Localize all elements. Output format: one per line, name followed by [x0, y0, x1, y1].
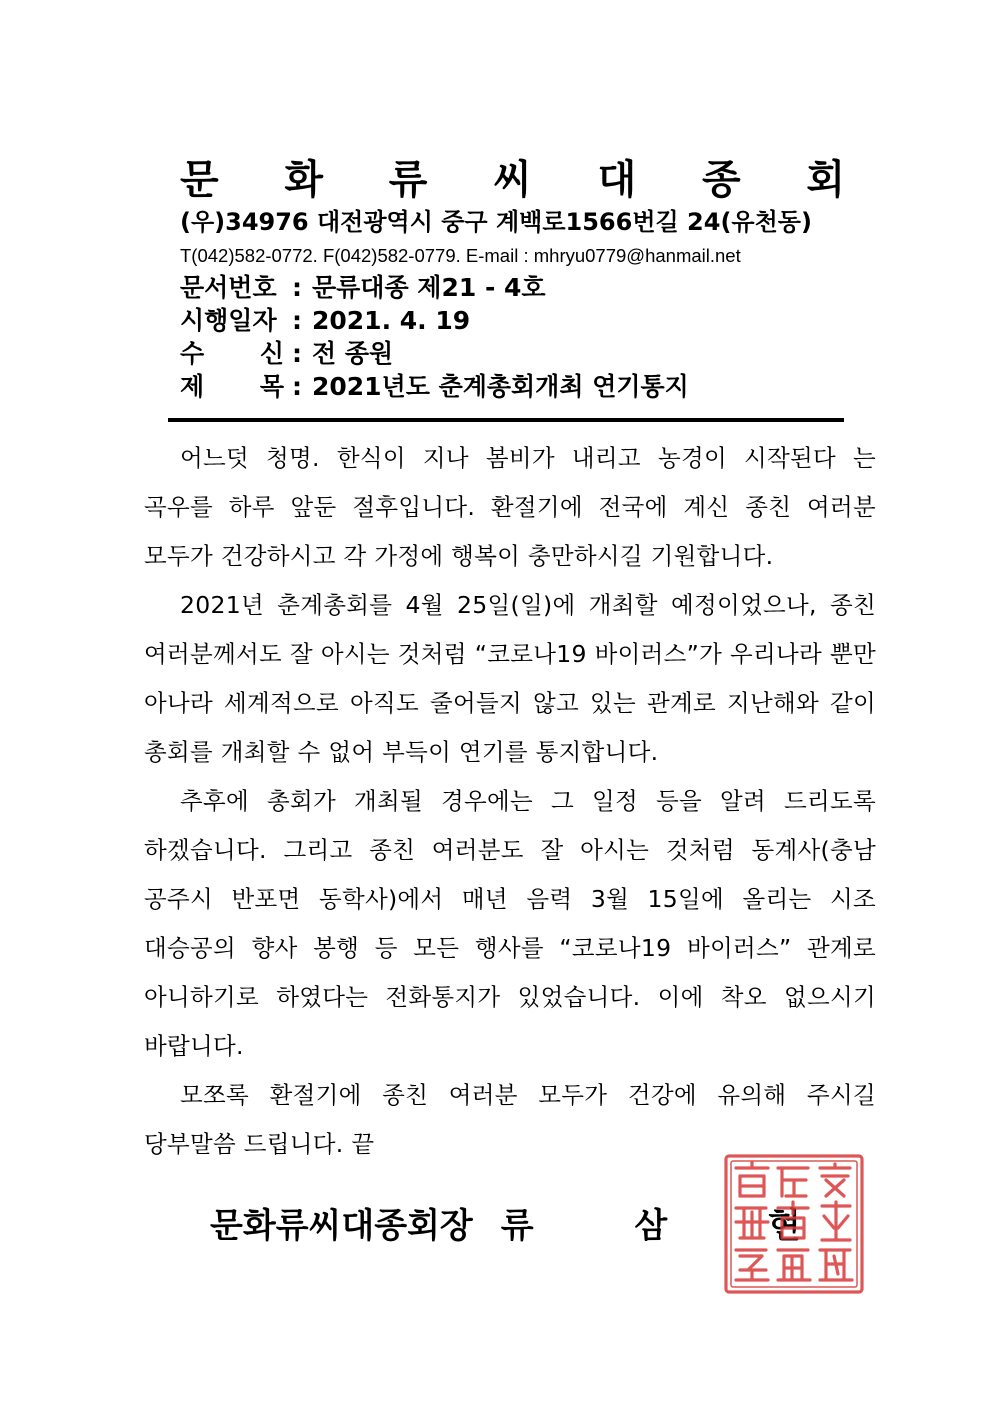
- org-title-char: 류: [388, 157, 428, 203]
- postal-address: (우)34976 대전광역시 중구 계백로1566번길 24(유천동): [180, 208, 812, 236]
- subject-value: 2021년도 춘계총회개최 연기통지: [312, 372, 689, 401]
- signature-block: [210, 1200, 801, 1252]
- issue-date-row: [180, 303, 470, 339]
- org-title-char: 회: [806, 157, 845, 203]
- recipient-value: 전 종원: [312, 339, 394, 368]
- recipient-row: [180, 336, 393, 372]
- issue-date-label: 시행일자: [180, 306, 277, 335]
- org-title-char: 화: [284, 157, 324, 203]
- subject-label-char: 제: [180, 372, 205, 401]
- org-title-char: 대: [597, 157, 637, 203]
- subject-label: [180, 369, 284, 405]
- letter-body: [144, 434, 876, 1169]
- body-paragraph-greeting: 어느덧 청명. 한식이 지나 봄비가 내리고 농경이 시작된다 는 곡우를 하루 앞둔 절후입니다. 환절기에 전국에 계신 종친 여러분 모두가 건강하시고 각 가정에 행복이 충만하시길 기원합니다.: [144, 444, 876, 570]
- header-divider: [168, 418, 844, 422]
- signature-name-char: 현: [767, 1206, 801, 1246]
- seal-stamp-icon: [722, 1152, 866, 1296]
- signature-name-char: 류: [500, 1206, 534, 1246]
- meta-separator: :: [292, 306, 302, 335]
- recipient-label-char: 수: [180, 339, 205, 368]
- meta-separator: :: [292, 273, 302, 302]
- meta-separator: :: [292, 339, 302, 368]
- document-number-value: 문류대종 제21 - 4호: [312, 273, 546, 302]
- subject-label-char: 목: [259, 372, 284, 401]
- issue-date-value: 2021. 4. 19: [312, 306, 471, 335]
- signature-name-char: 삼: [634, 1206, 668, 1246]
- meta-separator: :: [292, 372, 302, 401]
- org-title-char: 문: [180, 157, 219, 203]
- document-number-label: 문서번호: [180, 273, 277, 302]
- subject-row: [180, 369, 689, 405]
- signature-title: 문화류씨대종회장: [210, 1206, 473, 1246]
- recipient-label-char: 신: [259, 339, 284, 368]
- organization-title: [180, 150, 845, 210]
- body-paragraph-postponement: 2021년 춘계총회를 4월 25일(일)에 개최할 예정이었으나, 종친 여러분께서도 잘 아시는 것처럼 “코로나19 바이러스”가 우리나라 뿐만 아나라 세계적으로 아직도 줄어들지 않고 있는 관계로 지난해와 같이 총회를 개최할 수 없어 부득이 연기를 통지합니다.: [144, 591, 876, 766]
- body-paragraph-closing: 모쪼록 환절기에 종친 여러분 모두가 건강에 유의해 주시길 당부말씀 드립니다. 끝: [144, 1081, 876, 1158]
- recipient-label: [180, 336, 284, 372]
- org-title-char: 종: [701, 157, 741, 203]
- document-number-row: [180, 270, 546, 306]
- body-paragraph-ceremony: 추후에 총회가 개최될 경우에는 그 일정 등을 알려 드리도록 하겠습니다. 그리고 종친 여러분도 잘 아시는 것처럼 동계사(충남 공주시 반포면 동학사)에서 매년 음력 3월 15일에 올리는 시조 대승공의 향사 봉행 등 모든 행사를 “코로나19 바이러스” 관계로 아니하기로 하였다는 전화통지가 있었습니다. 이에 착오 없으시기 바랍니다.: [144, 787, 876, 1060]
- org-title-char: 씨: [493, 157, 532, 203]
- contact-info: T(042)582-0772. F(042)582-0779. E-mail : mhryu0779@hanmail.net: [180, 245, 741, 266]
